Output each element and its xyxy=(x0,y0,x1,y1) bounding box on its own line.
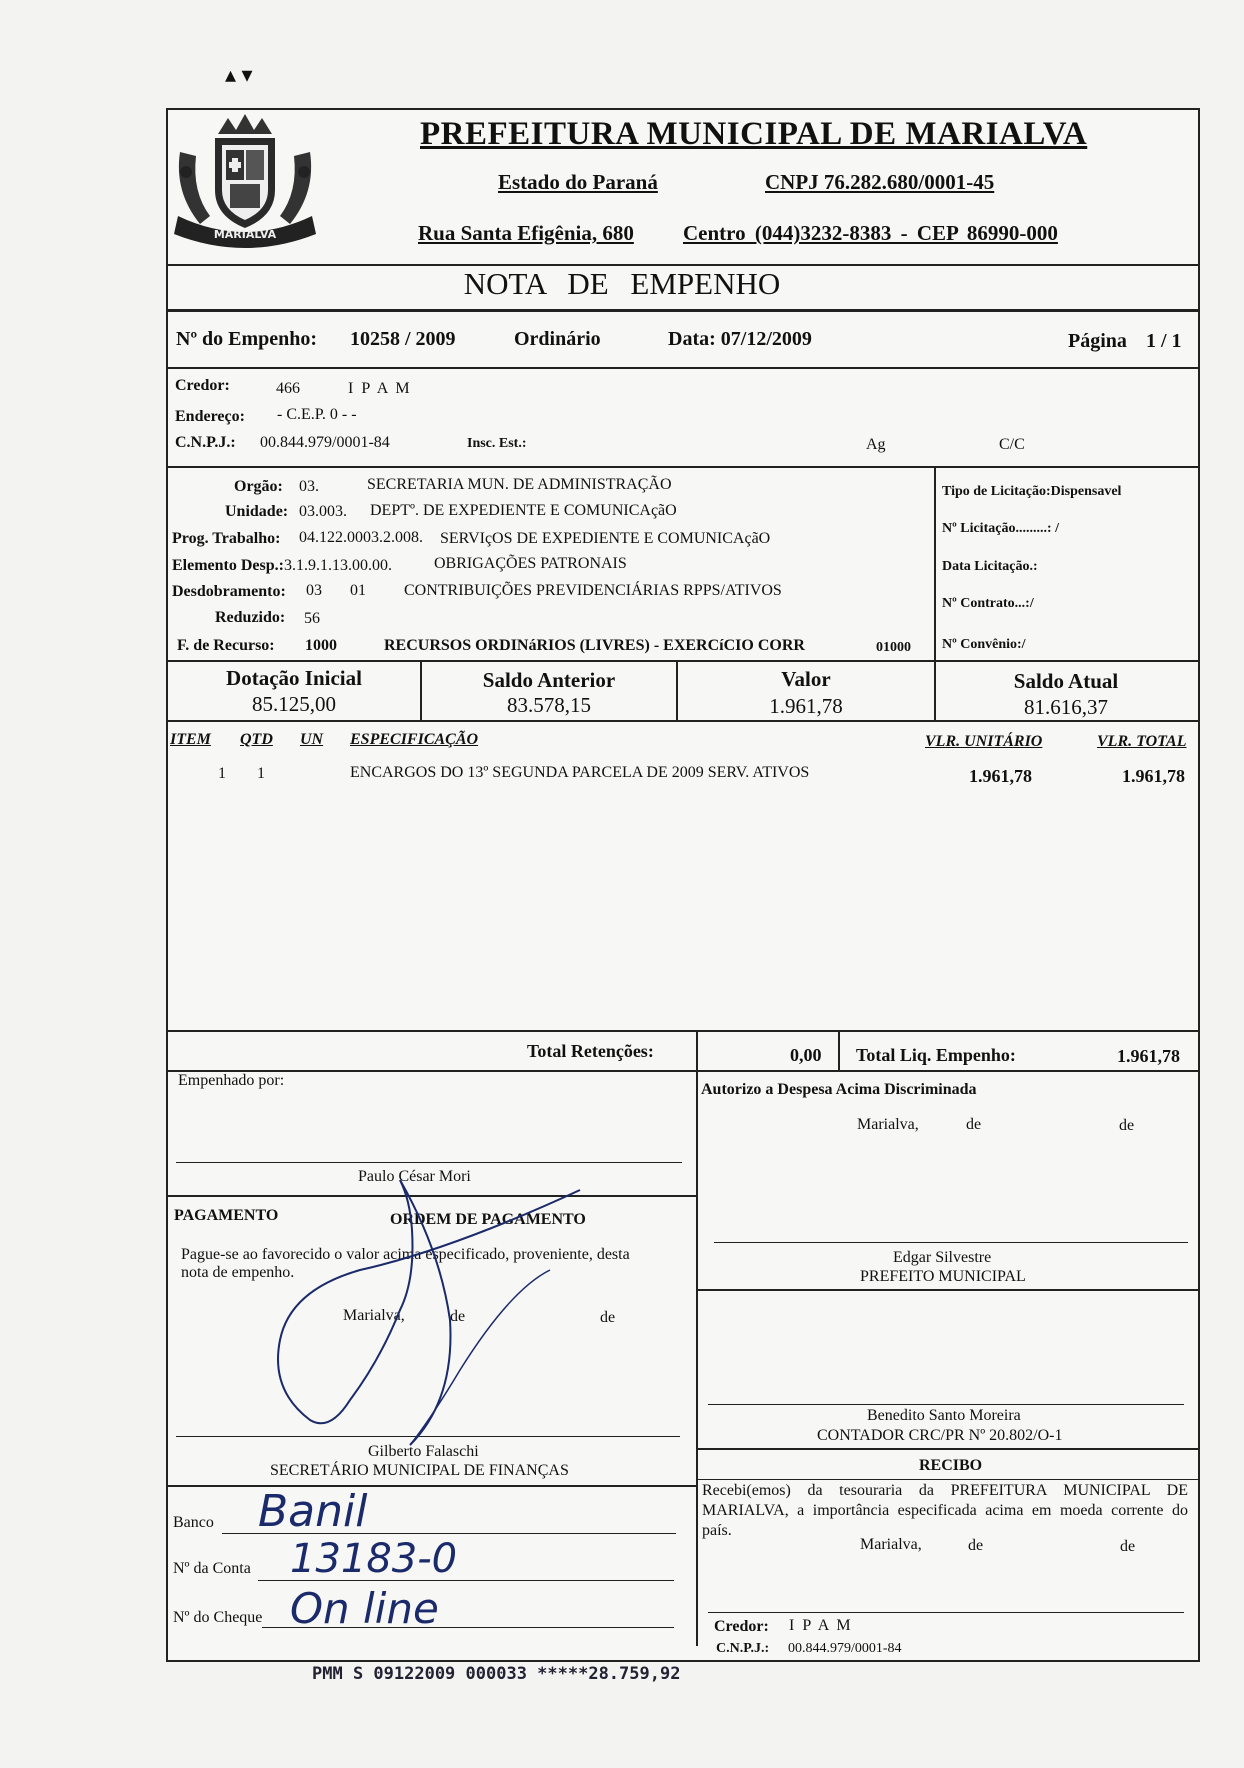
empenhado-por-label: Empenhado por: xyxy=(178,1072,285,1089)
total-liquido-value: 1.961,78 xyxy=(1117,1046,1180,1066)
fonte-code2: 01000 xyxy=(876,640,911,655)
header-cnpj: CNPJ 76.282.680/0001-45 xyxy=(765,170,995,194)
header-address: Rua Santa Efigênia, 680 xyxy=(418,221,634,245)
signer-benedito: Benedito Santo Moreira xyxy=(867,1407,1021,1424)
signer-paulo: Paulo César Mori xyxy=(358,1168,471,1185)
divider xyxy=(166,309,1198,312)
elemento-label: Elemento Desp.: xyxy=(172,557,284,574)
signature-line xyxy=(708,1612,1184,1613)
endereco-value: - C.E.P. 0 - - xyxy=(277,406,357,423)
unidade-desc: DEPTº. DE EXPEDIENTE E COMUNICAçãO xyxy=(370,502,677,519)
cnpj-value: 00.844.979/0001-84 xyxy=(260,434,390,451)
pagamento-marialva: Marialva, xyxy=(343,1307,405,1324)
orgao-code: 03. xyxy=(299,478,319,495)
total-retencoes-value: 0,00 xyxy=(790,1045,822,1065)
dotacao-inicial-label: Dotação Inicial xyxy=(226,666,362,690)
divider-vertical xyxy=(696,1030,698,1646)
saldo-anterior-label: Saldo Anterior xyxy=(482,668,616,692)
saldo-atual-value: 81.616,37 xyxy=(1024,695,1108,719)
orgao-label: Orgão: xyxy=(234,478,283,495)
page-title: PREFEITURA MUNICIPAL DE MARIALVA xyxy=(420,116,1088,152)
conta-handwritten: 13183-0 xyxy=(290,1536,458,1582)
signer-edgar-role: PREFEITO MUNICIPAL xyxy=(860,1268,1026,1285)
signer-gilberto: Gilberto Falaschi xyxy=(368,1443,479,1460)
pague-se-line2: nota de empenho. xyxy=(181,1264,295,1281)
signer-benedito-role: CONTADOR CRC/PR Nº 20.802/O-1 xyxy=(817,1427,1063,1444)
row-total-value: 1.961,78 xyxy=(1122,766,1185,786)
divider xyxy=(696,1479,1198,1480)
recibo-de2: de xyxy=(1120,1538,1136,1555)
prog-code: 04.122.0003.2.008. xyxy=(299,529,423,546)
row-unit-value: 1.961,78 xyxy=(969,766,1032,786)
row-item: 1 xyxy=(218,765,226,782)
autorizo-marialva: Marialva, xyxy=(857,1116,919,1133)
insc-est-label: Insc. Est.: xyxy=(467,436,527,451)
fonte-label: F. de Recurso: xyxy=(177,637,275,654)
signature-line xyxy=(176,1162,682,1163)
empenho-number-label: Nº do Empenho: xyxy=(176,328,318,350)
col-header-vlr-unitario: VLR. UNITÁRIO xyxy=(925,733,1043,750)
recibo-line3: país. xyxy=(702,1522,732,1539)
signature-line xyxy=(714,1242,1188,1243)
divider xyxy=(166,660,1198,662)
state-name: Estado do Paraná xyxy=(498,170,658,194)
ordem-pagamento-title: ORDEM DE PAGAMENTO xyxy=(390,1211,586,1228)
pagamento-de1: de xyxy=(450,1308,466,1325)
elemento-desc: OBRIGAÇÕES PATRONAIS xyxy=(434,555,627,572)
ag-label: Ag xyxy=(866,436,886,453)
recibo-title: RECIBO xyxy=(919,1457,983,1474)
divider-vertical xyxy=(934,466,936,662)
divider-vertical xyxy=(838,1030,840,1070)
saldo-anterior-value: 83.578,15 xyxy=(507,693,591,717)
fonte-code: 1000 xyxy=(305,637,337,654)
prog-desc: SERVIçOS DE EXPEDIENTE E COMUNICAçãO xyxy=(440,530,771,547)
empenho-number: 10258 / 2009 xyxy=(350,328,456,350)
numero-licitacao: Nº Licitação.........: / xyxy=(942,521,1059,536)
total-liquido-label: Total Liq. Empenho: xyxy=(856,1045,1016,1065)
credor-label: Credor: xyxy=(175,377,230,394)
row-desc: ENCARGOS DO 13º SEGUNDA PARCELA DE 2009 SERV. ATIVOS xyxy=(350,764,810,781)
unidade-label: Unidade: xyxy=(225,503,289,520)
seal-text: MARIALVA xyxy=(213,228,277,241)
col-header-vlr-total: VLR. TOTAL xyxy=(1097,733,1187,750)
autorizo-text: Autorizo a Despesa Acima Discriminada xyxy=(701,1081,977,1098)
page-number: 1 / 1 xyxy=(1146,330,1182,352)
dotacao-inicial-value: 85.125,00 xyxy=(252,692,336,716)
valor-value: 1.961,78 xyxy=(769,694,843,718)
pagamento-title: PAGAMENTO xyxy=(174,1207,279,1224)
pague-se-line1: Pague-se ao favorecido o valor acima especificado, proveniente, desta xyxy=(181,1246,630,1263)
reduzido-label: Reduzido: xyxy=(215,609,286,626)
recibo-cnpj-label: C.N.P.J.: xyxy=(716,1641,770,1656)
recibo-cnpj-value: 00.844.979/0001-84 xyxy=(788,1641,902,1656)
orgao-desc: SECRETARIA MUN. DE ADMINISTRAÇÃO xyxy=(367,476,672,493)
col-header-qtd: QTD xyxy=(240,731,273,748)
empenho-date: Data: 07/12/2009 xyxy=(668,328,812,350)
divider xyxy=(696,1448,1198,1450)
credor-code: 466 xyxy=(276,380,300,397)
signature-scribble xyxy=(250,1170,630,1460)
desdobramento-code2: 01 xyxy=(350,582,366,599)
desdobramento-code1: 03 xyxy=(306,582,322,599)
numero-contrato: Nº Contrato...:/ xyxy=(942,596,1034,611)
recibo-marialva: Marialva, xyxy=(860,1536,922,1553)
recibo-credor-label: Credor: xyxy=(714,1618,769,1635)
signer-edgar: Edgar Silvestre xyxy=(893,1249,992,1266)
cnpj-label: C.N.P.J.: xyxy=(175,434,236,451)
signature-line xyxy=(708,1404,1184,1405)
credor-name: I P A M xyxy=(348,380,412,397)
recibo-line1: Recebi(emos) da tesouraria da PREFEITURA MUNICIPAL DE xyxy=(702,1482,1188,1499)
valor-label: Valor xyxy=(781,667,831,691)
autorizo-de2: de xyxy=(1119,1117,1135,1134)
banco-handwritten: Banil xyxy=(258,1486,368,1537)
divider xyxy=(166,466,1198,468)
total-retencoes-label: Total Retenções: xyxy=(527,1041,654,1061)
divider xyxy=(166,367,1198,369)
conta-label: Nº da Conta xyxy=(173,1560,251,1577)
bank-stamp: PMM S 09122009 000033 *****28.759,92 xyxy=(312,1664,681,1684)
divider xyxy=(166,1070,1198,1072)
col-header-item: ITEM xyxy=(170,731,211,748)
pagamento-de2: de xyxy=(600,1309,616,1326)
divider xyxy=(166,1030,1198,1032)
reduzido-value: 56 xyxy=(304,610,320,627)
endereco-label: Endereço: xyxy=(175,408,245,425)
fonte-desc: RECURSOS ORDINáRIOS (LIVRES) - EXERCíCIO CORR xyxy=(384,637,805,654)
coat-of-arms-logo xyxy=(170,112,320,258)
divider xyxy=(166,720,1198,722)
doc-title: NOTA DE EMPENHO xyxy=(463,266,781,301)
signer-gilberto-role: SECRETÁRIO MUNICIPAL DE FINANÇAS xyxy=(270,1462,569,1479)
numero-convenio: Nº Convênio:/ xyxy=(942,637,1026,652)
header-contact: Centro (044)3232-8383 - CEP 86990-000 xyxy=(683,221,1058,245)
tipo-licitacao: Tipo de Licitação:Dispensavel xyxy=(942,484,1122,499)
elemento-code: 3.1.9.1.13.00.00. xyxy=(284,557,392,574)
desdobramento-desc: CONTRIBUIÇÕES PREVIDENCIÁRIAS RPPS/ATIVOS xyxy=(404,582,782,599)
prog-label: Prog. Trabalho: xyxy=(172,530,281,547)
recibo-credor-value: I P A M xyxy=(789,1617,853,1634)
recibo-de1: de xyxy=(968,1537,984,1554)
cheque-label: Nº do Cheque xyxy=(173,1609,263,1626)
col-header-especificacao: ESPECIFICAÇÃO xyxy=(350,731,479,748)
row-qtd: 1 xyxy=(257,765,265,782)
divider xyxy=(696,1289,1198,1291)
saldo-atual-label: Saldo Atual xyxy=(1013,669,1119,693)
unidade-code: 03.003. xyxy=(299,503,347,520)
cc-label: C/C xyxy=(999,436,1025,453)
banco-label: Banco xyxy=(173,1514,214,1531)
empenho-type: Ordinário xyxy=(514,328,601,350)
page-label: Página xyxy=(1068,330,1127,352)
desdobramento-label: Desdobramento: xyxy=(172,583,286,600)
divider xyxy=(166,1485,696,1487)
col-header-un: UN xyxy=(300,731,324,748)
cheque-handwritten: On line xyxy=(290,1584,439,1633)
autorizo-de1: de xyxy=(966,1116,982,1133)
recibo-line2: MARIALVA, a importância especificada acima em moeda corrente do xyxy=(702,1502,1188,1519)
scan-mark: ▴ ▾ xyxy=(225,62,253,87)
data-licitacao: Data Licitação.: xyxy=(942,559,1038,574)
